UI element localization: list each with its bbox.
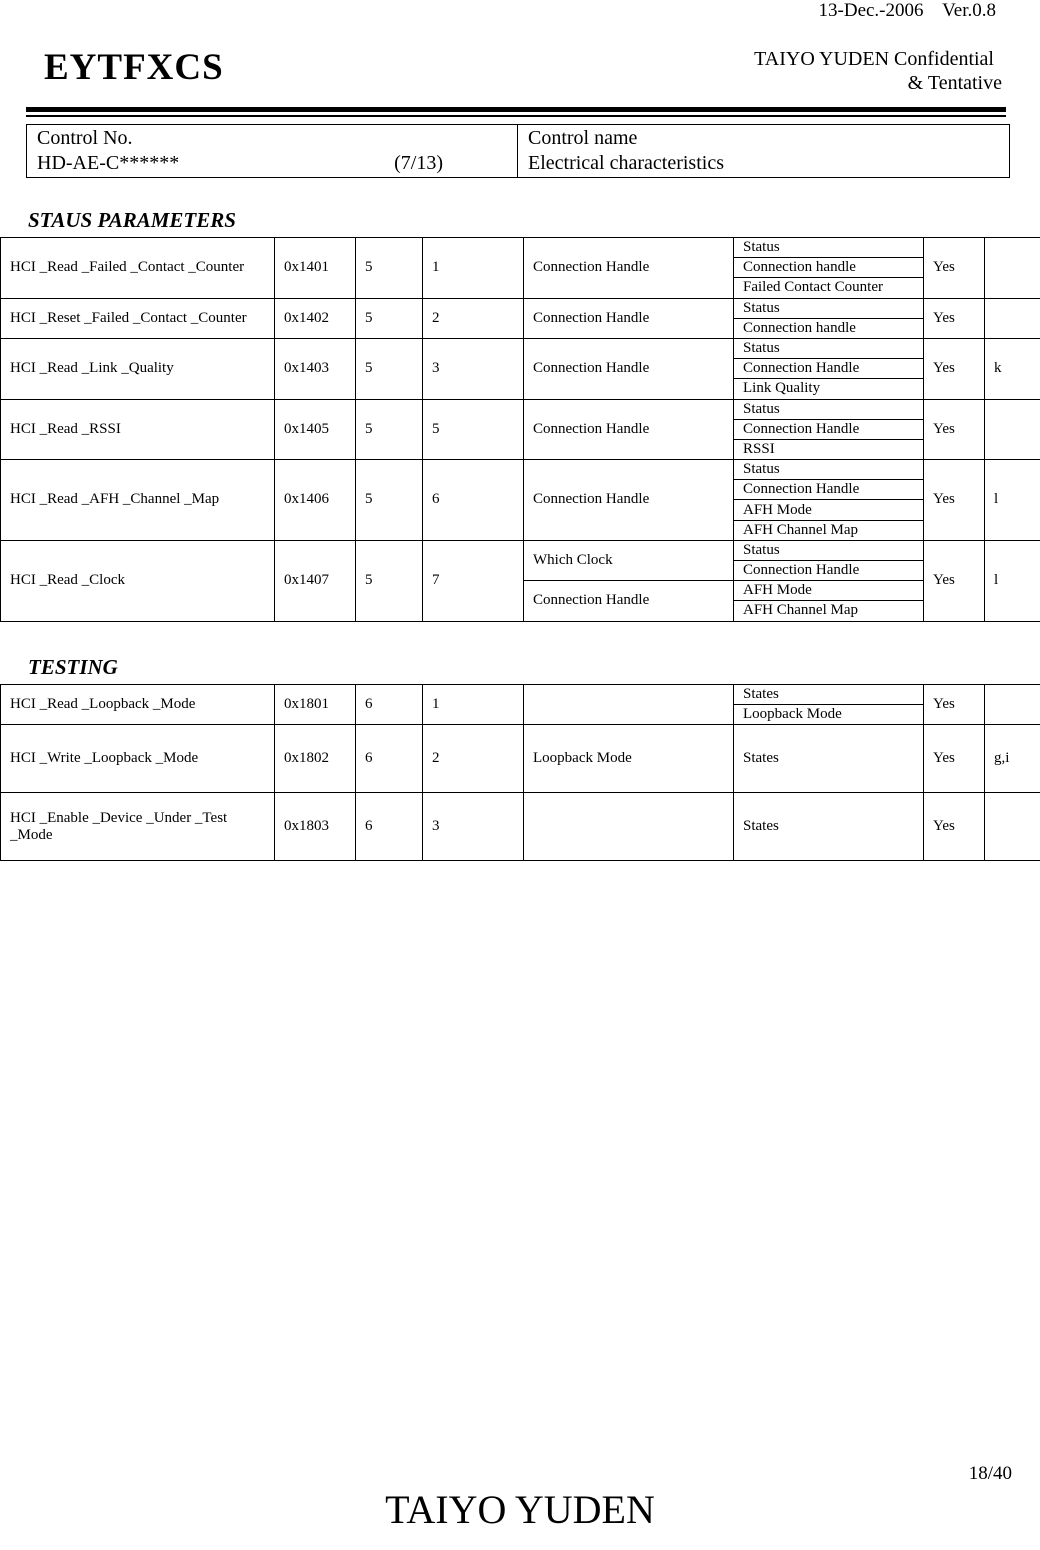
return-parameter-cell: Status [734, 238, 924, 258]
return-parameter-cell: Connection Handle [734, 419, 924, 439]
ocf-cell: 6 [423, 460, 524, 541]
event-cell: Yes [924, 399, 985, 460]
event-cell: Yes [924, 685, 985, 725]
header-rule-thin [26, 115, 1006, 117]
table-row [1, 298, 1040, 318]
event-cell: Yes [924, 540, 985, 621]
parameter-cell: Which Clock [524, 540, 734, 580]
control-name-value: Electrical characteristics [528, 152, 724, 174]
ogf-cell: 5 [356, 338, 423, 399]
command-name-cell: HCI _Read _Failed _Contact _Counter [1, 238, 275, 299]
ocf-cell: 3 [423, 793, 524, 861]
note-cell: l [985, 460, 1040, 541]
return-parameter-cell: States [734, 725, 924, 793]
parameter-cell: Loopback Mode [524, 725, 734, 793]
note-cell [985, 399, 1040, 460]
control-table [26, 124, 1010, 178]
note-cell: k [985, 338, 1040, 399]
command-name-cell: HCI _Read _Link _Quality [1, 338, 275, 399]
opcode-cell: 0x1401 [275, 238, 356, 299]
ocf-cell: 1 [423, 238, 524, 299]
note-cell: l [985, 540, 1040, 621]
opcode-cell: 0x1403 [275, 338, 356, 399]
event-cell: Yes [924, 793, 985, 861]
return-parameter-cell: Status [734, 460, 924, 480]
return-parameter-cell: AFH Channel Map [734, 601, 924, 621]
event-cell: Yes [924, 460, 985, 541]
note-cell [985, 298, 1040, 338]
ogf-cell: 6 [356, 793, 423, 861]
return-parameter-cell: Connection handle [734, 318, 924, 338]
parameter-cell: Connection Handle [524, 298, 734, 338]
return-parameter-cell: AFH Channel Map [734, 520, 924, 540]
ogf-cell: 5 [356, 298, 423, 338]
control-name-label: Control name [528, 127, 638, 149]
return-parameter-cell: Connection Handle [734, 480, 924, 500]
page-number: 18/40 [968, 1463, 1012, 1484]
section-title-testing: TESTING [28, 655, 118, 679]
date-version: 13-Dec.-2006 Ver.0.8 [818, 0, 996, 21]
parameter-cell: Connection Handle [524, 338, 734, 399]
return-parameter-cell: Status [734, 399, 924, 419]
command-name-cell: HCI _Write _Loopback _Mode [1, 725, 275, 793]
command-name-cell: HCI _Read _Loopback _Mode [1, 685, 275, 725]
control-name-cell [518, 125, 1010, 178]
table-row [1, 399, 1040, 419]
tentative-label: & Tentative [907, 72, 1002, 94]
event-cell: Yes [924, 298, 985, 338]
return-parameter-cell: Connection Handle [734, 561, 924, 581]
table-row [1, 725, 1040, 759]
command-name-cell: HCI _Enable _Device _Under _Test _Mode [1, 793, 275, 861]
return-parameter-cell: Loopback Mode [734, 705, 924, 725]
note-cell [985, 238, 1040, 299]
document-logo: EYTFXCS [44, 47, 224, 88]
testing-table [0, 684, 1040, 861]
ocf-cell: 3 [423, 338, 524, 399]
parameter-cell: Connection Handle [524, 399, 734, 460]
return-parameter-cell: AFH Mode [734, 500, 924, 520]
command-name-cell: HCI _Read _RSSI [1, 399, 275, 460]
table-row [1, 238, 1040, 258]
opcode-cell: 0x1407 [275, 540, 356, 621]
opcode-cell: 0x1802 [275, 725, 356, 793]
ogf-cell: 6 [356, 725, 423, 793]
control-no-label: Control No. [37, 127, 133, 149]
ocf-cell: 7 [423, 540, 524, 621]
table-row [1, 540, 1040, 560]
ogf-cell: 5 [356, 238, 423, 299]
opcode-cell: 0x1803 [275, 793, 356, 861]
control-page-ref: (7/13) [394, 152, 443, 174]
note-cell [985, 685, 1040, 725]
footer-company: TAIYO YUDEN [385, 1487, 655, 1532]
ocf-cell: 1 [423, 685, 524, 725]
ogf-cell: 6 [356, 685, 423, 725]
parameter-cell: Connection Handle [524, 238, 734, 299]
opcode-cell: 0x1402 [275, 298, 356, 338]
parameter-cell [524, 793, 734, 861]
control-no-cell [27, 125, 518, 178]
return-parameter-cell: States [734, 685, 924, 705]
ogf-cell: 5 [356, 540, 423, 621]
ocf-cell: 2 [423, 725, 524, 793]
event-cell: Yes [924, 338, 985, 399]
command-name-cell: HCI _Read _AFH _Channel _Map [1, 460, 275, 541]
table-row [1, 685, 1040, 705]
return-parameter-cell: Failed Contact Counter [734, 278, 924, 298]
note-cell [985, 793, 1040, 861]
opcode-cell: 0x1405 [275, 399, 356, 460]
command-name-cell: HCI _Read _Clock [1, 540, 275, 621]
return-parameter-cell: Link Quality [734, 379, 924, 399]
table-row [1, 793, 1040, 827]
header-rule [26, 107, 1006, 112]
section-title-status: STAUS PARAMETERS [28, 208, 236, 232]
table-row [1, 338, 1040, 358]
parameter-cell [524, 685, 734, 725]
return-parameter-cell: Connection handle [734, 258, 924, 278]
ocf-cell: 5 [423, 399, 524, 460]
confidential-label: TAIYO YUDEN Confidential [754, 48, 994, 70]
ocf-cell: 2 [423, 298, 524, 338]
return-parameter-cell: RSSI [734, 439, 924, 459]
return-parameter-cell: Connection Handle [734, 359, 924, 379]
opcode-cell: 0x1406 [275, 460, 356, 541]
ogf-cell: 5 [356, 460, 423, 541]
event-cell: Yes [924, 238, 985, 299]
command-name-cell: HCI _Reset _Failed _Contact _Counter [1, 298, 275, 338]
event-cell: Yes [924, 725, 985, 793]
opcode-cell: 0x1801 [275, 685, 356, 725]
ogf-cell: 5 [356, 399, 423, 460]
return-parameter-cell: AFH Mode [734, 581, 924, 601]
return-parameter-cell: Status [734, 298, 924, 318]
control-no-value: HD-AE-C****** [37, 152, 180, 174]
status-parameters-table [0, 237, 1040, 622]
parameter-cell: Connection Handle [524, 581, 734, 621]
table-row [1, 460, 1040, 480]
return-parameter-cell: Status [734, 338, 924, 358]
parameter-cell: Connection Handle [524, 460, 734, 541]
note-cell: g,i [985, 725, 1040, 793]
return-parameter-cell: Status [734, 540, 924, 560]
return-parameter-cell: States [734, 793, 924, 861]
